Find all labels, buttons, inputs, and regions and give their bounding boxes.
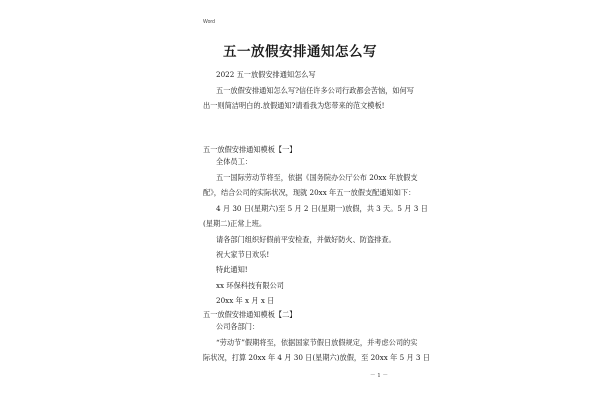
template1-paragraph5: 特此通知!: [216, 265, 248, 274]
template1-company: xx 环保科技有限公司: [216, 281, 284, 290]
page-number: － 1 －: [370, 373, 388, 379]
document-title: 五一放假安排通知怎么写: [223, 44, 377, 60]
template1-salutation: 全体员工：: [216, 157, 252, 166]
template1-paragraph1-line-1: 五一国际劳动节将至，依据《国务院办公厅公布 20xx 年放假支: [216, 173, 418, 182]
intro-paragraph-line-2: 出一则简洁明白的.放假通知?请看我为您带来的范文模板!: [203, 101, 385, 110]
template1-paragraph2-line-2: (星期二)正常上班。: [203, 219, 267, 228]
template2-heading: 五一放假安排通知模板【二】: [203, 310, 297, 319]
template2-salutation: 公司各部门：: [216, 322, 260, 331]
template2-paragraph1-line-1: “劳动节”假期将至，依据国家节假日放假规定，并考虑公司的实: [216, 338, 418, 347]
intro-paragraph-line-1: 五一放假安排通知怎么写?信任许多公司行政都会苦恼，如何写: [216, 86, 414, 95]
template1-heading: 五一放假安排通知模板【一】: [203, 145, 297, 154]
template1-paragraph3: 请各部门组织好假前平安检查，并做好防火、防盗排查。: [216, 235, 396, 244]
template1-paragraph1-line-2: 配》，结合公司的实际状况，现就 20xx 年五一放假支配通知如下：: [203, 188, 416, 197]
template1-paragraph2-line-1: 4 月 30 日(星期六)至 5 月 2 日(星期一)放假，共 3 天。5 月 3 日: [216, 204, 428, 213]
template1-paragraph4: 祝大家节日欢乐!: [216, 250, 270, 259]
app-label: Word: [203, 19, 215, 25]
intro-year-heading: 2022 五一放假安排通知怎么写: [216, 70, 316, 79]
template1-date: 20xx 年 x 月 x 日: [216, 296, 275, 305]
template2-paragraph1-line-2: 际状况，打算 20xx 年 4 月 30 日(星期六)放假，至 20xx 年 5 月 3 日: [203, 353, 430, 362]
